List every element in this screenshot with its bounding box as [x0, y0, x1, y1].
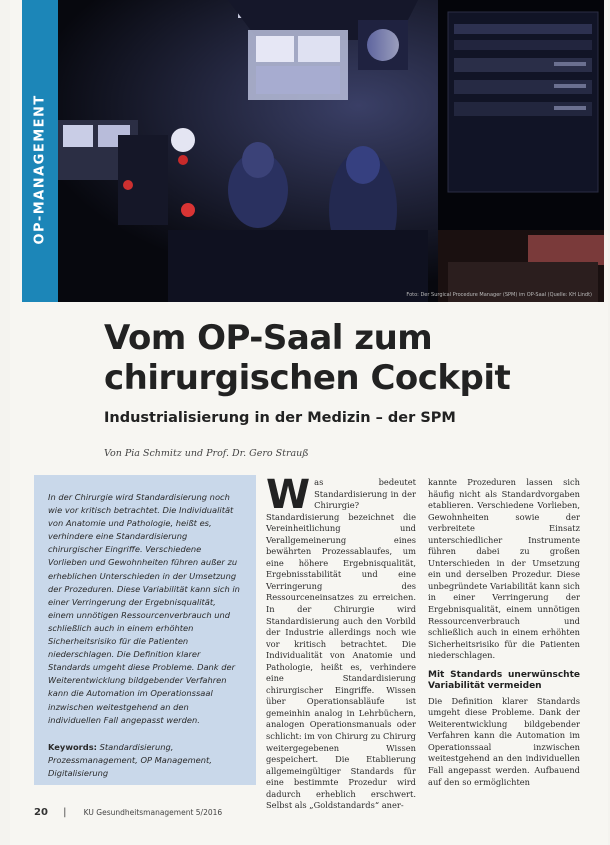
abstract-text: In der Chirurgie wird Standardisierung noch wie vor kritisch betrachtet. Die Individualität von Anatomie und Pathologie, heißt es, verhindere eine Standardisierung chirurgischer Eingriffe. Verschiedene Vorlieben und Gewohnheiten führen außer zu erheblichen Unterschieden in der Umsetzung der Prozeduren. Diese Variabilität kann sich in einer Verringerung der Ergebnisqualität, einem unnötigen Ressourcenverbrauch und schließlich auch in einem erhöhten Sicherheitsrisiko für die Patienten niederschlagen. Die Definition klarer Standards umgeht diese Probleme. Dank der Weiterentwicklung bildgebender Verfahren kann die Automation im Operationssaal inzwischen weitestgehend an den individuellen Fall angepasst werden. — [48, 492, 240, 725]
body-paragraph-2: kannte Prozeduren lassen sich häufig nicht als Standardvorgaben etablieren. Verschiedene Vorlieben, Gewohnheiten sowie der verbreitete Einsatz unterschiedlicher Instrumente führen dabei zu großen Unterschieden in der Umsetzung ein und derselben Prozedur. Diese unbegründete Variabilität kann sich in einer Verringerung der Ergebnisqualität, einem unnötigen Ressourcenverbrauch und schließlich auch in einem erhöhten Sicherheitsrisiko für die Patienten niederschlagen. — [428, 477, 580, 661]
keywords-label: Keywords: — [48, 741, 97, 752]
body-paragraph-3: Die Definition klarer Standards umgeht diese Probleme. Dank der Weiterentwicklung bildgebender Verfahren kann die Automation im Operationssaal inzwischen weitestgehend an den individuellen Fall angepasst werden. Aufbauend auf den so ermöglichten — [428, 695, 580, 787]
body-column-2 — [428, 477, 580, 788]
journal-name: KU Gesundheitsmanagement 5/2016 — [83, 808, 223, 817]
body-column-1 — [266, 472, 416, 812]
title-line-1: Vom OP-Saal zum — [104, 318, 433, 358]
article-title — [104, 318, 510, 398]
keywords-text: Standardisierung, Prozessmanagement, OP Management, Digitalisierung — [48, 741, 212, 778]
article-subtitle: Industrialisierung in der Medizin – der SPM — [104, 410, 456, 426]
abstract-box — [34, 475, 256, 785]
footer-separator: | — [63, 807, 67, 818]
section-label: OP-MANAGEMENT — [32, 94, 48, 245]
operating-room-illustration — [58, 0, 604, 302]
section-label-box — [22, 0, 58, 302]
page-footer — [34, 807, 222, 818]
body-paragraph-1: as bedeutet Standardisierung in der Chirurgie? Standardisierung bezeichnet die Vereinheitlichung und Verallgemeinerung eines bewährten Prozessablaufes, um eine höhere Ergebnisqualität, Ergebnisstabilität und eine Verringerung des Ressourceneinsatzes zu erreichen. In der Chirurgie wird Standardisierung auch den Vorbild der Industrie allerdings noch wie vor kritisch betrachtet. Die Individualität von Anatomie und Pathologie, heißt es, verhindere eine Standardisierung chirurgischer Eingriffe. Wissen über Operationsabläufe ist gemeinhin analog in Lehrbüchern, analogen Operationsmanuals oder schlicht: im von Chirurg zu Chirurg weitergegebenen Wissen gespeichert. Die Etablierung allgemeingültiger Standards für eine bestimmte Prozedur wird dadurch erheblich erschwert. Selbst als „Goldstandards“ aner- — [266, 477, 416, 811]
lamp-white — [171, 128, 195, 152]
drop-cap: W — [266, 472, 311, 518]
hero-photo — [58, 0, 604, 302]
title-line-2: chirurgischen Cockpit — [104, 358, 511, 398]
keywords — [48, 741, 242, 780]
section-heading: Mit Standards unerwünschte Variabilität vermeiden — [428, 669, 580, 691]
page-number: 20 — [34, 807, 48, 818]
photo-caption: Foto: Der Surgical Procedure Manager (SPM) im OP-Saal (Quelle: KH Lindt) — [406, 292, 592, 298]
article-authors: Von Pia Schmitz und Prof. Dr. Gero Strauß — [104, 448, 309, 459]
